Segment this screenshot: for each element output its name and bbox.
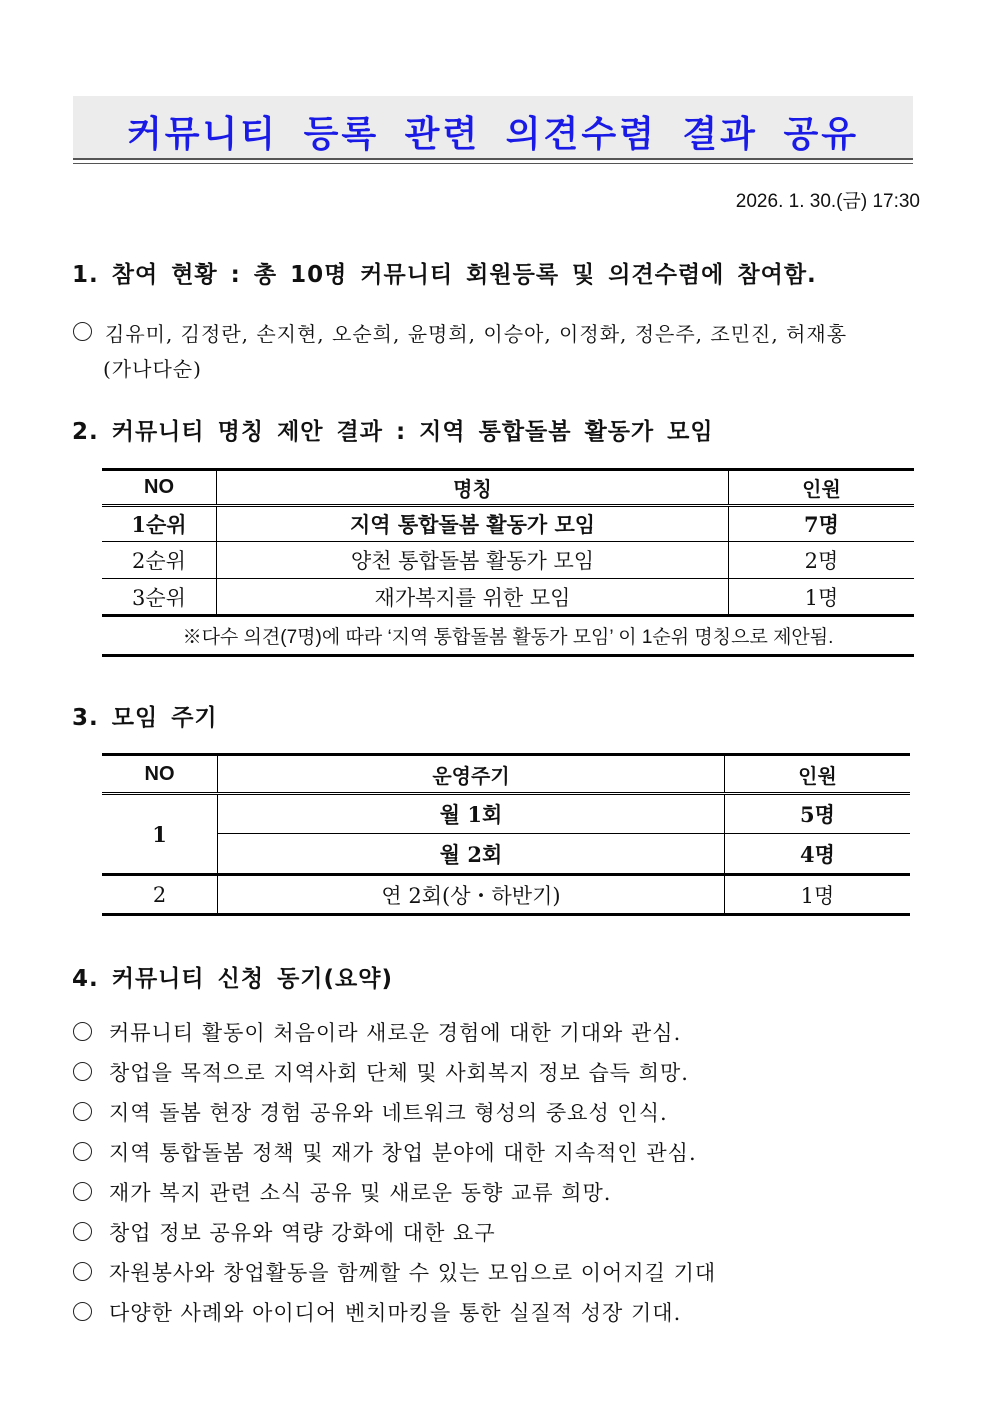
proposed-name-cell: 지역 통합돌봄 활동가 모임 (217, 506, 729, 542)
section2-heading: 2. 커뮤니티 명칭 제안 결과 : 지역 통합돌봄 활동가 모임 (72, 419, 714, 445)
motivation-item: 다양한 사례와 아이디어 벤치마킹을 통한 실질적 성장 기대. (109, 1301, 682, 1325)
name-proposal-table (102, 468, 914, 657)
header-count: 인원 (802, 479, 841, 501)
no-cell: 1 (102, 794, 218, 875)
count-cell: 2명 (804, 549, 839, 573)
no-cell: 2 (102, 875, 218, 915)
count-cell: 1명 (804, 585, 839, 610)
section3-heading: 3. 모임 주기 (72, 705, 218, 731)
table-header-row (102, 470, 914, 506)
proposed-name-cell: 재가복지를 위한 모임 (217, 579, 729, 616)
bullet-circle-icon (73, 322, 92, 341)
bullet-circle-icon (73, 1062, 92, 1081)
table-note-row (102, 616, 914, 656)
cycle-cell: 월 2회 (218, 834, 725, 875)
motivation-item: 창업을 목적으로 지역사회 단체 및 사회복지 정보 습득 희망. (109, 1061, 689, 1085)
table-row (102, 875, 910, 915)
meeting-cycle-table (102, 753, 910, 916)
rank-cell: 2순위 (102, 542, 217, 579)
bullet-circle-icon (73, 1022, 92, 1041)
count-cell: 5명 (800, 802, 835, 827)
participants-list: 김유미, 김정란, 손지현, 오순희, 윤명희, 이승아, 이정화, 정은주, 조민진, 허재홍 (105, 322, 848, 346)
section4-heading: 4. 커뮤니티 신청 동기(요약) (72, 966, 393, 992)
cycle-cell: 월 1회 (218, 794, 725, 834)
count-cell: 1명 (800, 883, 835, 908)
rank-cell: 3순위 (102, 579, 217, 616)
table-row (102, 542, 914, 579)
title-box (73, 96, 913, 160)
header-count: 인원 (798, 765, 837, 788)
bullet-circle-icon (73, 1142, 92, 1161)
table-row (102, 834, 910, 875)
bullet-circle-icon (73, 1302, 92, 1321)
rank-cell: 1순위 (102, 506, 217, 542)
table-header-row (102, 755, 910, 794)
motivation-item: 커뮤니티 활동이 처음이라 새로운 경험에 대한 기대와 관심. (109, 1021, 682, 1045)
count-cell: 7명 (804, 512, 839, 537)
motivation-item: 자원봉사와 창업활동을 함께할 수 있는 모임으로 이어지길 기대 (109, 1261, 717, 1285)
participants-order-note: (가나다순) (103, 357, 202, 381)
table-note: ※다수 의견(7명)에 따라 ‘지역 통합돌봄 활동가 모임’ 이 1순위 명칭으로 제안됨. (182, 627, 834, 648)
header-name: 명칭 (217, 470, 729, 506)
motivation-item: 창업 정보 공유와 역량 강화에 대한 요구 (109, 1221, 496, 1245)
bullet-circle-icon (73, 1182, 92, 1201)
motivation-item: 지역 돌봄 현장 경험 공유와 네트워크 형성의 중요성 인식. (109, 1101, 668, 1125)
page-title: 커뮤니티 등록 관련 의견수렴 결과 공유 (126, 114, 860, 155)
document-date: 2026. 1. 30.(금) 17:30 (735, 191, 920, 212)
table-row (102, 506, 914, 542)
motivation-item: 지역 통합돌봄 정책 및 재가 창업 분야에 대한 지속적인 관심. (109, 1141, 697, 1165)
cycle-cell: 연 2회(상・하반기) (218, 875, 725, 915)
proposed-name-cell: 양천 통합돌봄 활동가 모임 (217, 542, 729, 579)
bullet-circle-icon (73, 1222, 92, 1241)
header-no: NO (102, 470, 217, 506)
motivation-item: 재가 복지 관련 소식 공유 및 새로운 동향 교류 희망. (109, 1181, 612, 1205)
bullet-circle-icon (73, 1102, 92, 1121)
table-row (102, 579, 914, 616)
header-no: NO (102, 755, 218, 794)
bullet-circle-icon (73, 1262, 92, 1281)
count-cell: 4명 (800, 841, 835, 867)
header-cycle: 운영주기 (218, 755, 725, 794)
table-row (102, 794, 910, 834)
section1-heading: 1. 참여 현황 : 총 10명 커뮤니티 회원등록 및 의견수렴에 참여함. (72, 262, 817, 288)
